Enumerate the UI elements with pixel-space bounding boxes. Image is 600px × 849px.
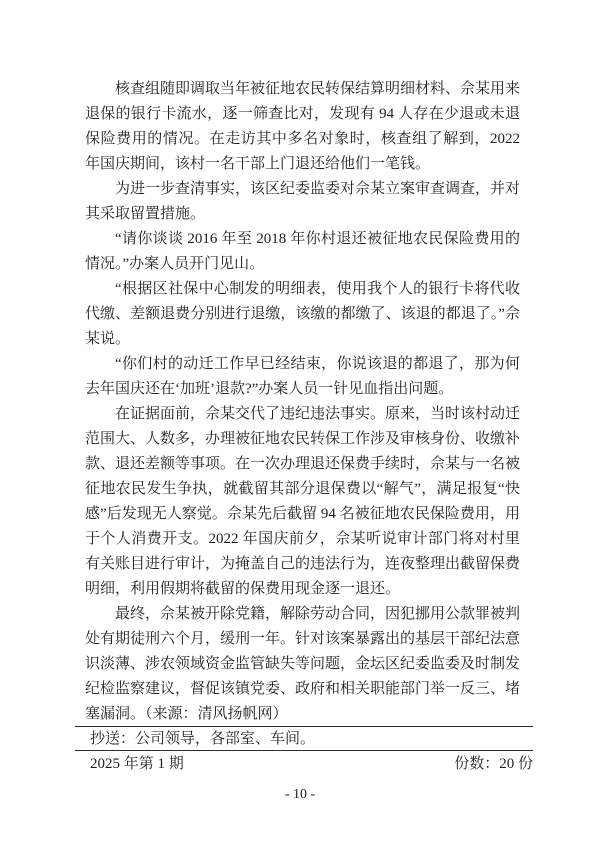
- cc-line: 抄送：公司领导，各部室、车间。: [90, 731, 316, 747]
- page-number: - 10 -: [284, 787, 316, 802]
- paragraph: “你们村的动迁工作早已经结束，你说该退的都退了，那为何去年国庆还在‘加班’退款?”办案人员一针见血指出问题。: [85, 356, 520, 397]
- issue-row: [90, 754, 533, 775]
- paragraph: “根据区社保中心制发的明细表，使用我个人的银行卡将代收代缴、差额退费分别进行退缴，该缴的都缴了、该退的都退了。”佘某说。: [85, 281, 520, 347]
- paragraph: 在证据面前，佘某交代了违纪违法事实。原来，当时该村动迁范围大、人数多，办理被征地农民转保工作涉及审核身份、收缴补款、退还差额等事项。在一次办理退还保费手续时，佘某与一名被征地农民发生争执，就截留其部分退保费以“解气”，满足报复“快感”后发现无人察觉。佘某先后截留 94 名被征地农民保险费用，用于个人消费开支。2022 年国庆前夕，佘某听说审计部门将对村里有关账目进行审计，为掩盖自己的违法行为，连夜整理出截留保费明细，利用假期将截留的保费用现金逐一退还。: [85, 406, 521, 597]
- copies-label: 份数：20 份: [454, 756, 533, 772]
- paragraph: 最终，佘某被开除党籍，解除劳动合同，因犯挪用公款罪被判处有期徒刑六个月，缓刑一年。针对该案暴露出的基层干部纪法意识淡薄、涉农领域资金监管缺失等问题，金坛区纪委监委及时制发纪检监察建议，督促该镇党委、政府和相关职能部门举一反三、堵塞漏洞。（来源：清风扬帆网）: [85, 606, 521, 722]
- footer-divider-bottom: [75, 750, 533, 751]
- paragraph: 为进一步查清事实，该区纪委监委对佘某立案审查调查，并对其采取留置措施。: [85, 181, 521, 222]
- issue-label: 2025 年第 1 期: [90, 756, 184, 772]
- footer-divider-top: [75, 726, 533, 727]
- document-body: [85, 77, 520, 727]
- paragraph: “请你谈谈 2016 年至 2018 年你村退还被征地农民保险费用的情况。”办案人员开门见山。: [85, 231, 520, 272]
- paragraph: 核查组随即调取当年被征地农民转保结算明细材料、佘某用来退保的银行卡流水，逐一筛查比对，发现有 94 人存在少退或未退保险费用的情况。在走访其中多名对象时，核查组了解到，2022 年国庆期间，该村一名干部上门退还给他们一笔钱。: [85, 81, 521, 172]
